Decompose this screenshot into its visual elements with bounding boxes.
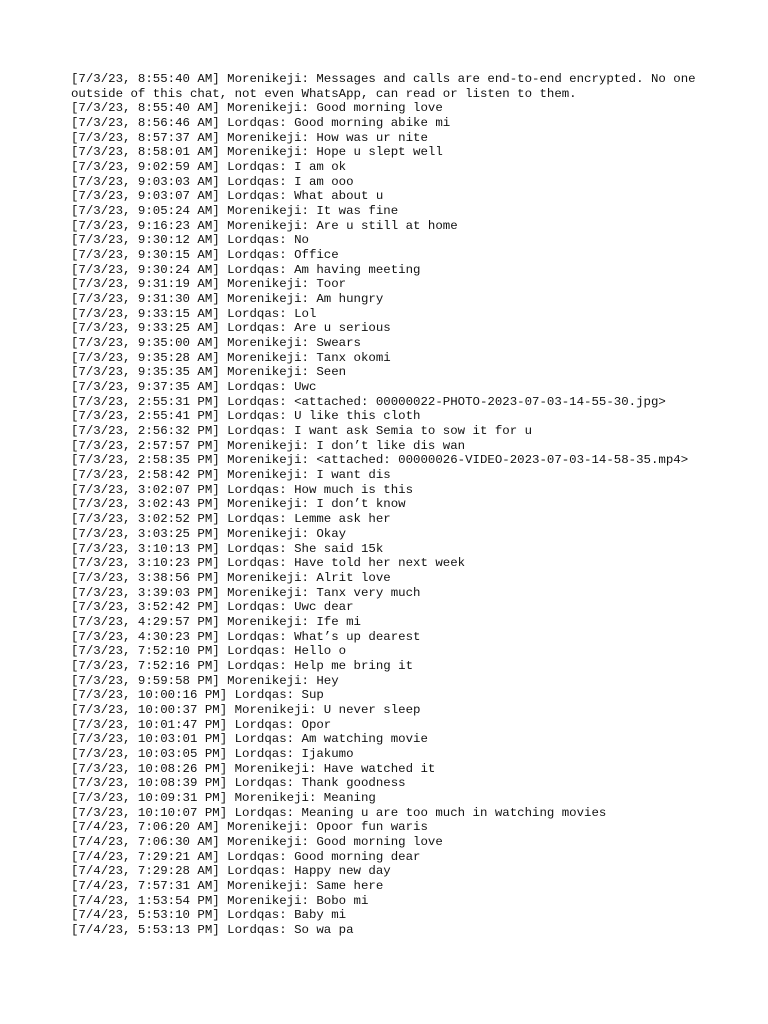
chat-message-line: [7/3/23, 9:30:12 AM] Lordqas: No [71, 233, 309, 248]
chat-message-line: [7/3/23, 3:03:25 PM] Morenikeji: Okay [71, 526, 347, 541]
chat-message-line: [7/3/23, 2:55:31 PM] Lordqas: <attached: 00000022-PHOTO-2023-07-03-14-55-30.jpg> [71, 394, 666, 409]
chat-message-line: [7/3/23, 8:57:37 AM] Morenikeji: How was ur nite [71, 130, 428, 145]
chat-message-line: [7/3/23, 9:33:15 AM] Lordqas: Lol [71, 306, 317, 321]
chat-message-line: [7/3/23, 9:59:58 PM] Morenikeji: Hey [71, 673, 339, 688]
chat-message-line: [7/3/23, 9:02:59 AM] Lordqas: I am ok [71, 160, 347, 175]
chat-message-line: [7/3/23, 10:09:31 PM] Morenikeji: Meaning [71, 790, 376, 805]
chat-message-line: [7/3/23, 8:56:46 AM] Lordqas: Good morning abike mi [71, 116, 451, 131]
chat-message-line: [7/3/23, 9:37:35 AM] Lordqas: Uwc [71, 380, 317, 395]
chat-message-line: [7/3/23, 3:10:13 PM] Lordqas: She said 15k [71, 541, 384, 556]
chat-message-line: [7/3/23, 2:56:32 PM] Lordqas: I want ask Semia to sow it for u [71, 424, 533, 439]
chat-message-line: [7/3/23, 9:31:19 AM] Morenikeji: Toor [71, 277, 347, 292]
chat-message-line: [7/3/23, 8:58:01 AM] Morenikeji: Hope u slept well [71, 145, 443, 160]
chat-message-line: [7/3/23, 2:57:57 PM] Morenikeji: I don’t like dis wan [71, 438, 466, 453]
chat-message-line: [7/3/23, 10:01:47 PM] Lordqas: Opor [71, 717, 332, 732]
chat-message-line: [7/3/23, 3:02:43 PM] Morenikeji: I don’t know [71, 497, 406, 512]
chat-message-line: [7/3/23, 2:58:35 PM] Morenikeji: <attached: 00000026-VIDEO-2023-07-03-14-58-35.mp4> [71, 453, 689, 468]
chat-message-line: [7/3/23, 7:52:16 PM] Lordqas: Help me bring it [71, 658, 414, 673]
chat-message-line: [7/3/23, 3:02:52 PM] Lordqas: Lemme ask her [71, 512, 391, 527]
chat-message-line: [7/3/23, 10:00:37 PM] Morenikeji: U never sleep [71, 702, 421, 717]
chat-message-line: [7/3/23, 8:55:40 AM] Morenikeji: Good morning love [71, 101, 443, 116]
chat-message-line: [7/3/23, 9:33:25 AM] Lordqas: Are u serious [71, 321, 391, 336]
chat-message-line: [7/4/23, 5:53:13 PM] Lordqas: So wa pa [71, 922, 354, 937]
chat-message-line: [7/3/23, 9:16:23 AM] Morenikeji: Are u still at home [71, 218, 458, 233]
chat-message-line: [7/3/23, 10:03:05 PM] Lordqas: Ijakumo [71, 746, 354, 761]
chat-message-line: [7/3/23, 3:38:56 PM] Morenikeji: Alrit love [71, 570, 391, 585]
chat-message-line: [7/4/23, 5:53:10 PM] Lordqas: Baby mi [71, 908, 347, 923]
chat-message-line: [7/4/23, 7:57:31 AM] Morenikeji: Same here [71, 878, 384, 893]
chat-message-line: [7/4/23, 1:53:54 PM] Morenikeji: Bobo mi [71, 893, 369, 908]
chat-message-line: [7/3/23, 10:00:16 PM] Lordqas: Sup [71, 688, 324, 703]
chat-message-line: [7/3/23, 2:55:41 PM] Lordqas: U like this cloth [71, 409, 421, 424]
chat-message-line: [7/3/23, 9:05:24 AM] Morenikeji: It was fine [71, 204, 399, 219]
chat-message-line: [7/3/23, 3:10:23 PM] Lordqas: Have told her next week [71, 556, 466, 571]
chat-message-line: [7/3/23, 4:30:23 PM] Lordqas: What’s up dearest [71, 629, 421, 644]
chat-message-line: [7/4/23, 7:29:21 AM] Lordqas: Good morning dear [71, 849, 421, 864]
chat-message-line: [7/3/23, 2:58:42 PM] Morenikeji: I want dis [71, 468, 391, 483]
chat-message-line: [7/3/23, 9:31:30 AM] Morenikeji: Am hungry [71, 292, 384, 307]
chat-message-line: [7/3/23, 10:08:39 PM] Lordqas: Thank goodness [71, 776, 406, 791]
chat-transcript [71, 72, 711, 938]
chat-message-line: [7/3/23, 9:30:24 AM] Lordqas: Am having meeting [71, 262, 421, 277]
chat-message-line: [7/3/23, 3:39:03 PM] Morenikeji: Tanx very much [71, 585, 421, 600]
chat-message-line: [7/4/23, 7:06:30 AM] Morenikeji: Good morning love [71, 834, 443, 849]
chat-message-line: [7/3/23, 9:35:00 AM] Morenikeji: Swears [71, 336, 361, 351]
chat-message-line: [7/3/23, 10:03:01 PM] Lordqas: Am watching movie [71, 732, 428, 747]
chat-message-line: [7/3/23, 10:10:07 PM] Lordqas: Meaning u are too much in watching movies [71, 805, 607, 820]
chat-message-line: [7/3/23, 9:35:35 AM] Morenikeji: Seen [71, 365, 347, 380]
chat-message-line: [7/4/23, 7:29:28 AM] Lordqas: Happy new day [71, 864, 391, 879]
chat-message-line: [7/3/23, 9:30:15 AM] Lordqas: Office [71, 248, 339, 263]
chat-message-line: [7/3/23, 7:52:10 PM] Lordqas: Hello o [71, 644, 347, 659]
chat-message-line: [7/3/23, 9:35:28 AM] Morenikeji: Tanx okomi [71, 350, 391, 365]
chat-message-line: [7/3/23, 9:03:03 AM] Lordqas: I am ooo [71, 174, 354, 189]
chat-message-line: [7/3/23, 10:08:26 PM] Morenikeji: Have watched it [71, 761, 436, 776]
chat-message-line: [7/3/23, 3:52:42 PM] Lordqas: Uwc dear [71, 600, 354, 615]
chat-message-line: [7/4/23, 7:06:20 AM] Morenikeji: Opoor fun waris [71, 820, 428, 835]
chat-message-line: [7/3/23, 8:55:40 AM] Morenikeji: Messages and calls are end-to-end encrypted. No one outside of this chat, not even WhatsApp, can read or listen to them. [71, 72, 704, 101]
chat-message-line: [7/3/23, 9:03:07 AM] Lordqas: What about u [71, 189, 384, 204]
chat-message-line: [7/3/23, 3:02:07 PM] Lordqas: How much is this [71, 482, 414, 497]
chat-message-line: [7/3/23, 4:29:57 PM] Morenikeji: Ife mi [71, 614, 361, 629]
